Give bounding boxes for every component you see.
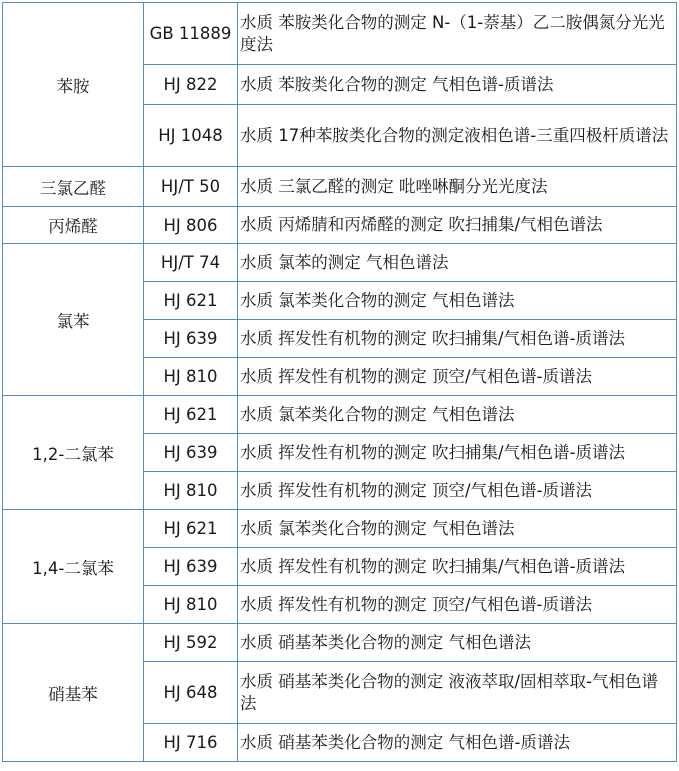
method-name-cell: 水质 硝基苯类化合物的测定 气相色谱法 [238, 624, 677, 662]
standard-code-cell: HJ 806 [144, 207, 238, 244]
substance-cell: 丙烯醛 [3, 207, 144, 244]
standard-code-cell: HJ 639 [144, 434, 238, 472]
substance-cell: 氯苯 [3, 244, 144, 396]
standard-code-cell: GB 11889 [144, 3, 238, 65]
substance-cell: 硝基苯 [3, 624, 144, 762]
table-row [3, 624, 677, 662]
table-row [3, 3, 677, 65]
method-name-cell: 水质 氯苯类化合物的测定 气相色谱法 [238, 282, 677, 320]
method-name-cell: 水质 硝基苯类化合物的测定 液液萃取/固相萃取-气相色谱法 [238, 662, 677, 724]
substance-cell: 三氯乙醛 [3, 167, 144, 207]
substance-cell: 苯胺 [3, 3, 144, 167]
method-name-cell: 水质 丙烯腈和丙烯醛的测定 吹扫捕集/气相色谱法 [238, 207, 677, 244]
standard-code-cell: HJ 592 [144, 624, 238, 662]
method-name-cell: 水质 17种苯胺类化合物的测定液相色谱-三重四极杆质谱法 [238, 105, 677, 167]
method-name-cell: 水质 挥发性有机物的测定 顶空/气相色谱-质谱法 [238, 586, 677, 624]
table-row [3, 396, 677, 434]
standard-code-cell: HJ 716 [144, 724, 238, 762]
standard-code-cell: HJ 621 [144, 510, 238, 548]
standard-code-cell: HJ 810 [144, 472, 238, 510]
method-name-cell: 水质 挥发性有机物的测定 吹扫捕集/气相色谱-质谱法 [238, 320, 677, 358]
substance-cell: 1,2-二氯苯 [3, 396, 144, 510]
method-name-cell: 水质 苯胺类化合物的测定 N-（1-萘基）乙二胺偶氮分光光度法 [238, 3, 677, 65]
standard-code-cell: HJ 1048 [144, 105, 238, 167]
method-name-cell: 水质 挥发性有机物的测定 吹扫捕集/气相色谱-质谱法 [238, 434, 677, 472]
standard-code-cell: HJ 810 [144, 586, 238, 624]
table-row [3, 167, 677, 207]
table-row [3, 207, 677, 244]
standard-code-cell: HJ 822 [144, 65, 238, 105]
standard-code-cell: HJ/T 74 [144, 244, 238, 282]
method-name-cell: 水质 氯苯的测定 气相色谱法 [238, 244, 677, 282]
method-name-cell: 水质 挥发性有机物的测定 吹扫捕集/气相色谱-质谱法 [238, 548, 677, 586]
method-name-cell: 水质 挥发性有机物的测定 顶空/气相色谱-质谱法 [238, 358, 677, 396]
method-name-cell: 水质 挥发性有机物的测定 顶空/气相色谱-质谱法 [238, 472, 677, 510]
method-name-cell: 水质 硝基苯类化合物的测定 气相色谱-质谱法 [238, 724, 677, 762]
standard-code-cell: HJ 621 [144, 282, 238, 320]
substance-cell: 1,4-二氯苯 [3, 510, 144, 624]
table-row [3, 510, 677, 548]
method-name-cell: 水质 氯苯类化合物的测定 气相色谱法 [238, 510, 677, 548]
standards-table-body [3, 3, 677, 762]
standard-code-cell: HJ/T 50 [144, 167, 238, 207]
standards-table [2, 2, 677, 762]
standard-code-cell: HJ 639 [144, 548, 238, 586]
method-name-cell: 水质 三氯乙醛的测定 吡唑啉酮分光光度法 [238, 167, 677, 207]
standard-code-cell: HJ 648 [144, 662, 238, 724]
standard-code-cell: HJ 621 [144, 396, 238, 434]
method-name-cell: 水质 氯苯类化合物的测定 气相色谱法 [238, 396, 677, 434]
method-name-cell: 水质 苯胺类化合物的测定 气相色谱-质谱法 [238, 65, 677, 105]
standard-code-cell: HJ 810 [144, 358, 238, 396]
standard-code-cell: HJ 639 [144, 320, 238, 358]
table-row [3, 244, 677, 282]
